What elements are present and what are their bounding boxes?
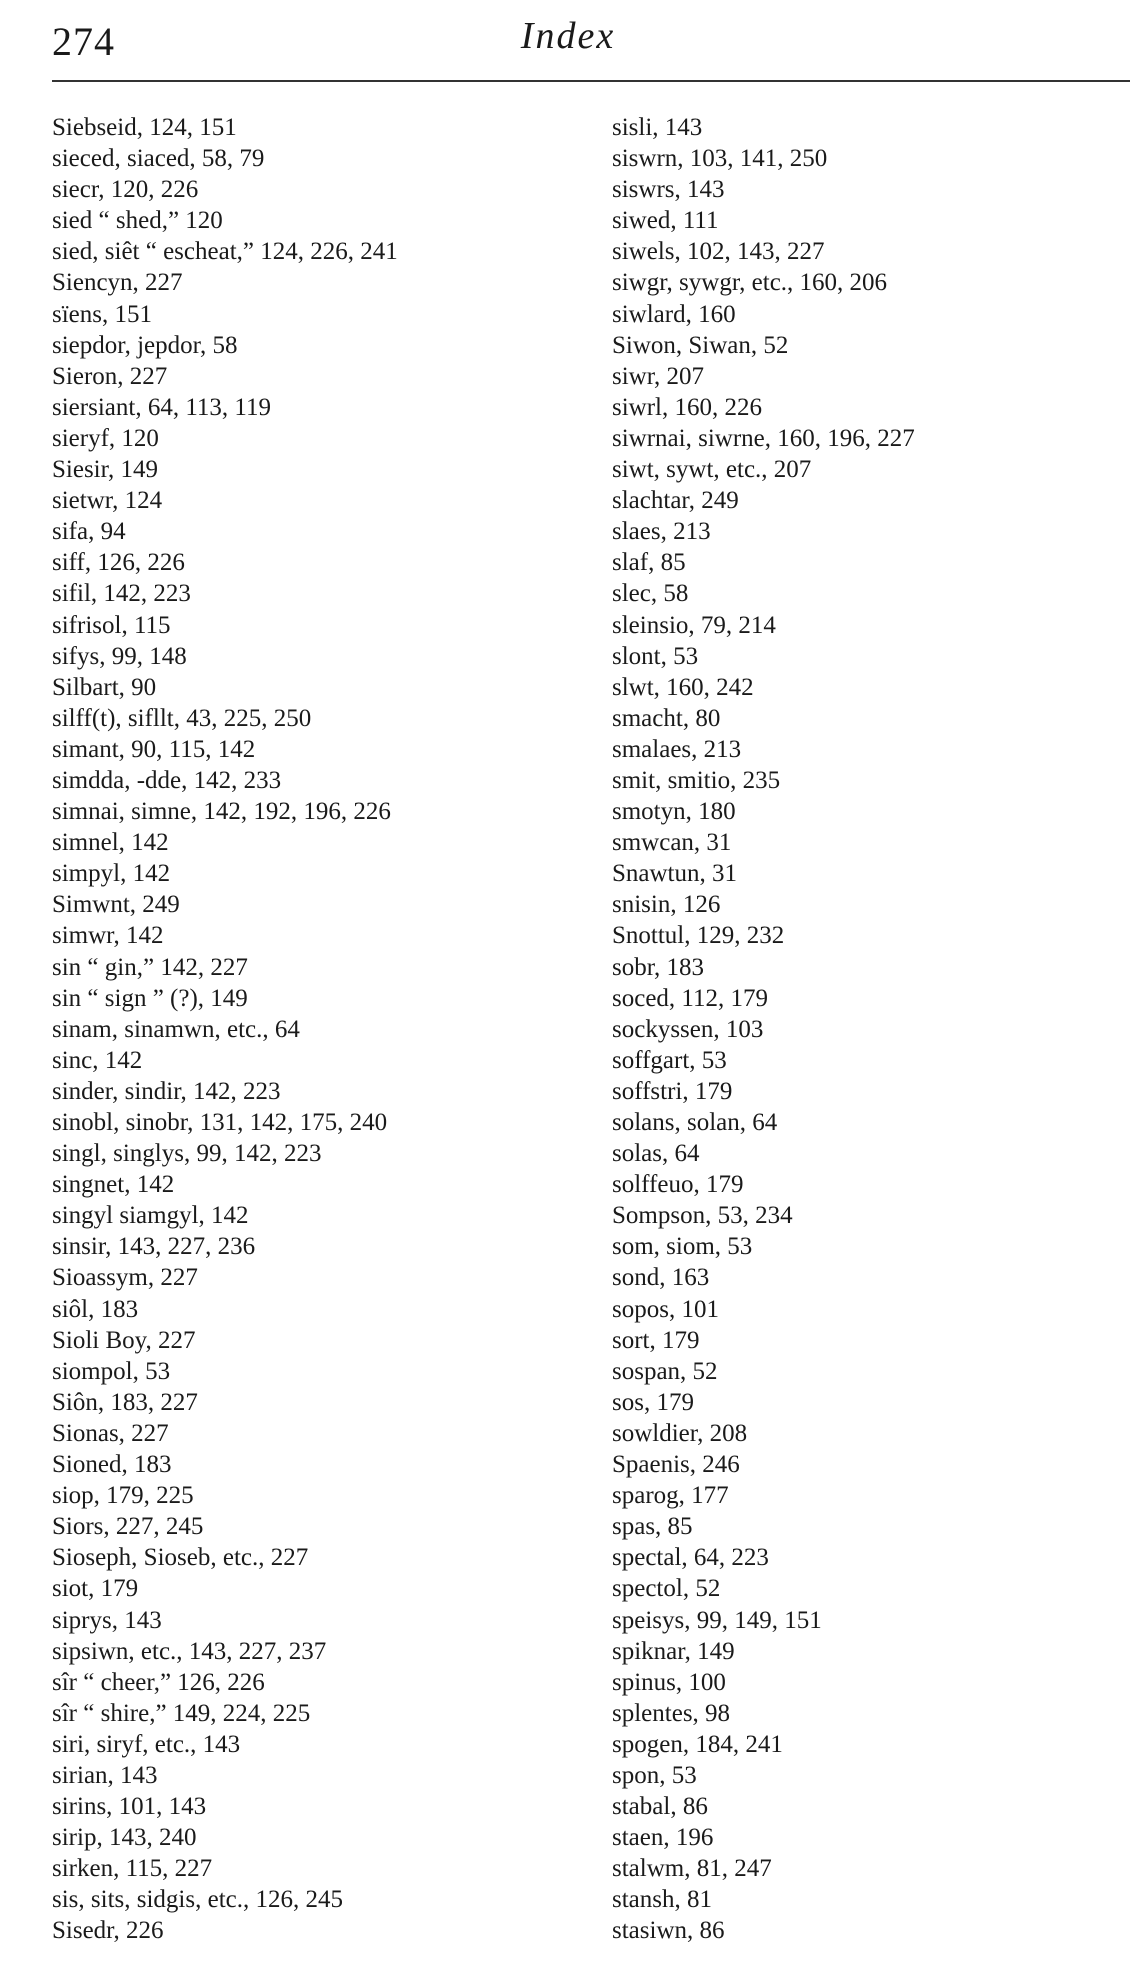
index-entry: sparog, 177 (612, 1482, 729, 1510)
index-entry: siff, 126, 226 (52, 549, 185, 577)
index-entry: singl, singlys, 99, 142, 223 (52, 1140, 322, 1168)
index-entry: siwt, sywt, etc., 207 (612, 456, 812, 484)
index-entry: simpyl, 142 (52, 860, 171, 888)
index-entry: sifil, 142, 223 (52, 580, 191, 608)
index-entry: slec, 58 (612, 580, 689, 608)
index-entry: siop, 179, 225 (52, 1482, 194, 1510)
index-entry: sifys, 99, 148 (52, 642, 187, 670)
index-entry: Siors, 227, 245 (52, 1513, 204, 1541)
index-entry: slachtar, 249 (612, 487, 739, 515)
index-entry: simwr, 142 (52, 922, 164, 950)
index-entry: sirken, 115, 227 (52, 1855, 213, 1883)
index-entry: sïens, 151 (52, 300, 152, 328)
index-entry: sond, 163 (612, 1264, 710, 1292)
index-entry: siôl, 183 (52, 1295, 139, 1323)
index-entry: Sisedr, 226 (52, 1917, 164, 1945)
index-entry: sifrisol, 115 (52, 611, 171, 639)
index-entry: sin “ sign ” (?), 149 (52, 984, 248, 1012)
index-entry: siri, siryf, etc., 143 (52, 1730, 241, 1758)
index-entry: siot, 179 (52, 1575, 139, 1603)
index-entry: smwcan, 31 (612, 829, 732, 857)
index-entry: sirins, 101, 143 (52, 1793, 207, 1821)
index-entry: Sioassym, 227 (52, 1264, 198, 1292)
index-entry: Sioseph, Sioseb, etc., 227 (52, 1544, 309, 1572)
index-entry: Siôn, 183, 227 (52, 1388, 198, 1416)
index-entry: Snottul, 129, 232 (612, 922, 785, 950)
index-entry: spon, 53 (612, 1761, 697, 1789)
index-entry: sinam, sinamwn, etc., 64 (52, 1015, 300, 1043)
index-entry: soffgart, 53 (612, 1046, 727, 1074)
index-entry: sinder, sindir, 142, 223 (52, 1077, 281, 1105)
index-entry: siecr, 120, 226 (52, 176, 199, 204)
index-entry: snisin, 126 (612, 891, 721, 919)
index-entry: sockyssen, 103 (612, 1015, 764, 1043)
index-entry: siompol, 53 (52, 1357, 171, 1385)
index-entry: siprys, 143 (52, 1606, 162, 1634)
page-number: 274 (52, 19, 115, 64)
index-entry: sied, siêt “ escheat,” 124, 226, 241 (52, 238, 398, 266)
index-entry: Sioli Boy, 227 (52, 1326, 196, 1354)
index-entry: sietwr, 124 (52, 487, 163, 515)
index-entry: stalwm, 81, 247 (612, 1855, 772, 1883)
index-entry: splentes, 98 (612, 1699, 731, 1727)
index-column-right (612, 112, 1112, 1947)
index-entry: Siesir, 149 (52, 456, 158, 484)
index-entry: sinobl, sinobr, 131, 142, 175, 240 (52, 1109, 388, 1136)
index-entry: siwrnai, siwrne, 160, 196, 227 (612, 424, 915, 452)
index-entry: sirip, 143, 240 (52, 1824, 197, 1852)
index-entry: spiknar, 149 (612, 1637, 735, 1665)
index-entry: sis, sits, sidgis, etc., 126, 245 (52, 1886, 343, 1914)
index-entry: sied “ shed,” 120 (52, 207, 223, 235)
index-entry: soffstri, 179 (612, 1077, 733, 1105)
index-entry: siwlard, 160 (612, 300, 736, 328)
header-rule (52, 80, 1130, 82)
index-entry: simnai, simne, 142, 192, 196, 226 (52, 798, 391, 826)
index-entry: siwgr, sywgr, etc., 160, 206 (612, 269, 888, 297)
index-entry: sinc, 142 (52, 1046, 143, 1074)
index-entry: stasiwn, 86 (612, 1917, 725, 1945)
index-entry: spinus, 100 (612, 1668, 726, 1696)
index-entry: smotyn, 180 (612, 798, 736, 826)
index-entry: Snawtun, 31 (612, 860, 737, 888)
index-entry: Sioned, 183 (52, 1451, 172, 1479)
index-entry: Spaenis, 246 (612, 1451, 740, 1479)
index-entry: som, siom, 53 (612, 1233, 753, 1261)
index-entry: sifa, 94 (52, 518, 126, 546)
index-entry: sipsiwn, etc., 143, 227, 237 (52, 1637, 327, 1665)
index-entry: sleinsio, 79, 214 (612, 611, 776, 639)
index-entry: sirian, 143 (52, 1761, 158, 1789)
index-column-left (52, 112, 592, 1947)
index-entry: sobr, 183 (612, 953, 705, 981)
index-entry: sinsir, 143, 227, 236 (52, 1233, 256, 1261)
index-entry: siepdor, jepdor, 58 (52, 331, 238, 359)
index-entry: speisys, 99, 149, 151 (612, 1606, 822, 1634)
index-entry: Simwnt, 249 (52, 891, 180, 919)
running-head: Index (520, 15, 616, 57)
index-entry: Sompson, 53, 234 (612, 1202, 793, 1230)
index-entry: siwrl, 160, 226 (612, 393, 762, 421)
index-entry: singyl siamgyl, 142 (52, 1202, 249, 1230)
index-entry: sieced, siaced, 58, 79 (52, 145, 265, 173)
index-entry: singnet, 142 (52, 1171, 175, 1199)
index-entry: solffeuo, 179 (612, 1171, 744, 1199)
index-entry: soced, 112, 179 (612, 984, 768, 1012)
index-entry: spectal, 64, 223 (612, 1544, 769, 1572)
index-entry: slwt, 160, 242 (612, 673, 754, 701)
index-entry: Siebseid, 124, 151 (52, 114, 237, 141)
index-entry: siwr, 207 (612, 362, 705, 390)
index-entry: sîr “ cheer,” 126, 226 (52, 1668, 265, 1696)
index-entry: smalaes, 213 (612, 735, 742, 763)
index-entry: sisli, 143 (612, 114, 703, 141)
index-entry: Sionas, 227 (52, 1419, 169, 1447)
index-entry: sowldier, 208 (612, 1419, 748, 1447)
index-entry: spogen, 184, 241 (612, 1730, 783, 1758)
index-entry: simant, 90, 115, 142 (52, 735, 256, 763)
index-entry: Sieron, 227 (52, 362, 168, 390)
index-entry: stansh, 81 (612, 1886, 712, 1914)
index-entry: siwed, 111 (612, 207, 719, 235)
index-entry: solas, 64 (612, 1140, 700, 1168)
index-entry: spas, 85 (612, 1513, 693, 1541)
index-entry: sopos, 101 (612, 1295, 719, 1323)
index-entry: sort, 179 (612, 1326, 700, 1354)
index-entry: silff(t), sifllt, 43, 225, 250 (52, 704, 312, 732)
index-entry: sîr “ shire,” 149, 224, 225 (52, 1699, 311, 1727)
index-entry: staen, 196 (612, 1824, 714, 1852)
index-entry: slont, 53 (612, 642, 699, 670)
index-entry: Silbart, 90 (52, 673, 157, 701)
index-entry: sin “ gin,” 142, 227 (52, 953, 248, 981)
index-entry: slaes, 213 (612, 518, 711, 546)
index-entry: simnel, 142 (52, 829, 169, 857)
index-entry: siersiant, 64, 113, 119 (52, 393, 271, 421)
index-entry: solans, solan, 64 (612, 1109, 778, 1136)
index-entry: siwels, 102, 143, 227 (612, 238, 825, 266)
index-entry: smacht, 80 (612, 704, 721, 732)
index-entry: sospan, 52 (612, 1357, 718, 1385)
index-entry: sos, 179 (612, 1388, 694, 1416)
index-entry: slaf, 85 (612, 549, 686, 577)
index-entry: Siencyn, 227 (52, 269, 183, 297)
page-header (0, 0, 1136, 90)
index-entry: siswrs, 143 (612, 176, 725, 204)
index-entry: siswrn, 103, 141, 250 (612, 145, 828, 173)
index-entry: sieryf, 120 (52, 424, 159, 452)
index-entry: simdda, -dde, 142, 233 (52, 766, 282, 794)
index-entry: spectol, 52 (612, 1575, 721, 1603)
index-entry: stabal, 86 (612, 1793, 708, 1821)
index-entry: smit, smitio, 235 (612, 766, 781, 794)
index-entry: Siwon, Siwan, 52 (612, 331, 789, 359)
